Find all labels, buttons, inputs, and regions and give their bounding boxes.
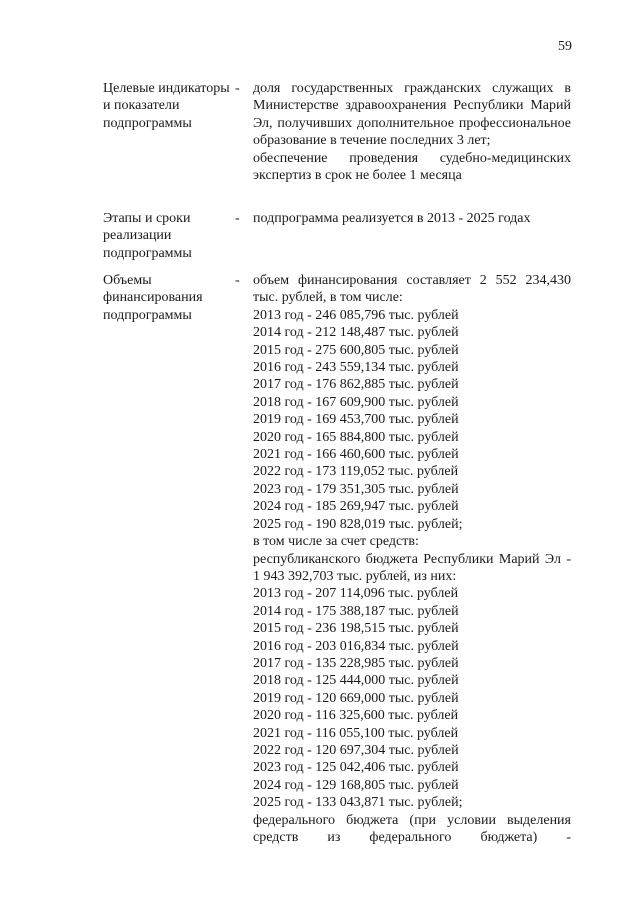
- section-dash: -: [235, 81, 240, 96]
- paragraph-republic-budget: республиканского бюджета Республики Марий Эл - 1 943 392,703 тыс. рублей, из них:: [253, 551, 571, 584]
- section-text: [253, 80, 571, 184]
- section-label: Объемы финансирования подпрограммы: [103, 273, 203, 323]
- funding-year-line: 2023 год - 125 042,406 тыс. рублей: [253, 760, 459, 776]
- total-funding-by-year-list: [253, 307, 571, 533]
- funding-year-line: 2016 год - 243 559,134 тыс. рублей: [253, 360, 459, 376]
- paragraph-civil-servants-share: доля государственных гражданских служащих в Министерстве здравоохранения Республики Марий Эл, получивших дополнительное профессиональное образование в течение последних 3 лет;: [253, 81, 571, 149]
- funding-year-line: 2025 год - 133 043,871 тыс. рублей;: [253, 795, 463, 811]
- funding-year-line: 2023 год - 179 351,305 тыс. рублей: [253, 481, 459, 497]
- funding-year-line: 2014 год - 212 148,487 тыс. рублей: [253, 325, 459, 341]
- funding-year-line: 2019 год - 120 669,000 тыс. рублей: [253, 690, 459, 706]
- section-label: Этапы и сроки реализации подпрограммы: [103, 211, 192, 261]
- section-dash: -: [235, 273, 240, 288]
- funding-year-line: 2022 год - 120 697,304 тыс. рублей: [253, 742, 459, 758]
- funding-year-line: 2021 год - 116 055,100 тыс. рублей: [253, 725, 459, 741]
- section-text: [253, 210, 571, 262]
- funding-year-line: 2018 год - 125 444,000 тыс. рублей: [253, 673, 459, 689]
- funding-year-line: 2020 год - 165 884,800 тыс. рублей: [253, 429, 459, 445]
- section-stages-and-terms: [103, 210, 571, 262]
- page-number: 59: [558, 39, 572, 54]
- funding-year-line: 2021 год - 166 460,600 тыс. рублей: [253, 447, 459, 463]
- funding-year-line: 2024 год - 129 168,805 тыс. рублей: [253, 777, 459, 793]
- funding-year-line: 2015 год - 275 600,805 тыс. рублей: [253, 342, 459, 358]
- paragraph-forensic-examinations: обеспечение проведения судебно-медицинских экспертиз в срок не более 1 месяца: [253, 150, 571, 184]
- funding-year-line: 2022 год - 173 119,052 тыс. рублей: [253, 464, 459, 480]
- republic-funding-by-year-list: [253, 585, 571, 811]
- paragraph-total-funding: объем финансирования составляет 2 552 234,430 тыс. рублей, в том числе:: [253, 273, 571, 306]
- section-label: Целевые индикаторы и показатели подпрограммы: [103, 81, 230, 131]
- funding-year-line: 2024 год - 185 269,947 тыс. рублей: [253, 499, 459, 515]
- funding-year-line: 2013 год - 207 114,096 тыс. рублей: [253, 586, 459, 602]
- funding-year-line: 2019 год - 169 453,700 тыс. рублей: [253, 412, 459, 428]
- paragraph-implementation-period: подпрограмма реализуется в 2013 - 2025 годах: [253, 211, 531, 226]
- funding-year-line: 2020 год - 116 325,600 тыс. рублей: [253, 708, 459, 724]
- section-dash: -: [235, 211, 240, 226]
- funding-year-line: 2025 год - 190 828,019 тыс. рублей;: [253, 516, 463, 532]
- funding-year-line: 2017 год - 135 228,985 тыс. рублей: [253, 655, 459, 671]
- funding-year-line: 2017 год - 176 862,885 тыс. рублей: [253, 377, 459, 393]
- funding-year-line: 2016 год - 203 016,834 тыс. рублей: [253, 638, 459, 654]
- section-text: [253, 272, 571, 846]
- section-target-indicators: [103, 80, 571, 184]
- funding-year-line: 2014 год - 175 388,187 тыс. рублей: [253, 603, 459, 619]
- paragraph-sources-intro: в том числе за счет средств:: [253, 534, 419, 550]
- paragraph-federal-budget: федерального бюджета (при условии выделения средств из федерального бюджета) -: [253, 812, 571, 845]
- funding-year-line: 2015 год - 236 198,515 тыс. рублей: [253, 621, 459, 637]
- funding-year-line: 2018 год - 167 609,900 тыс. рублей: [253, 394, 459, 410]
- section-funding-volumes: [103, 272, 571, 846]
- funding-year-line: 2013 год - 246 085,796 тыс. рублей: [253, 307, 459, 323]
